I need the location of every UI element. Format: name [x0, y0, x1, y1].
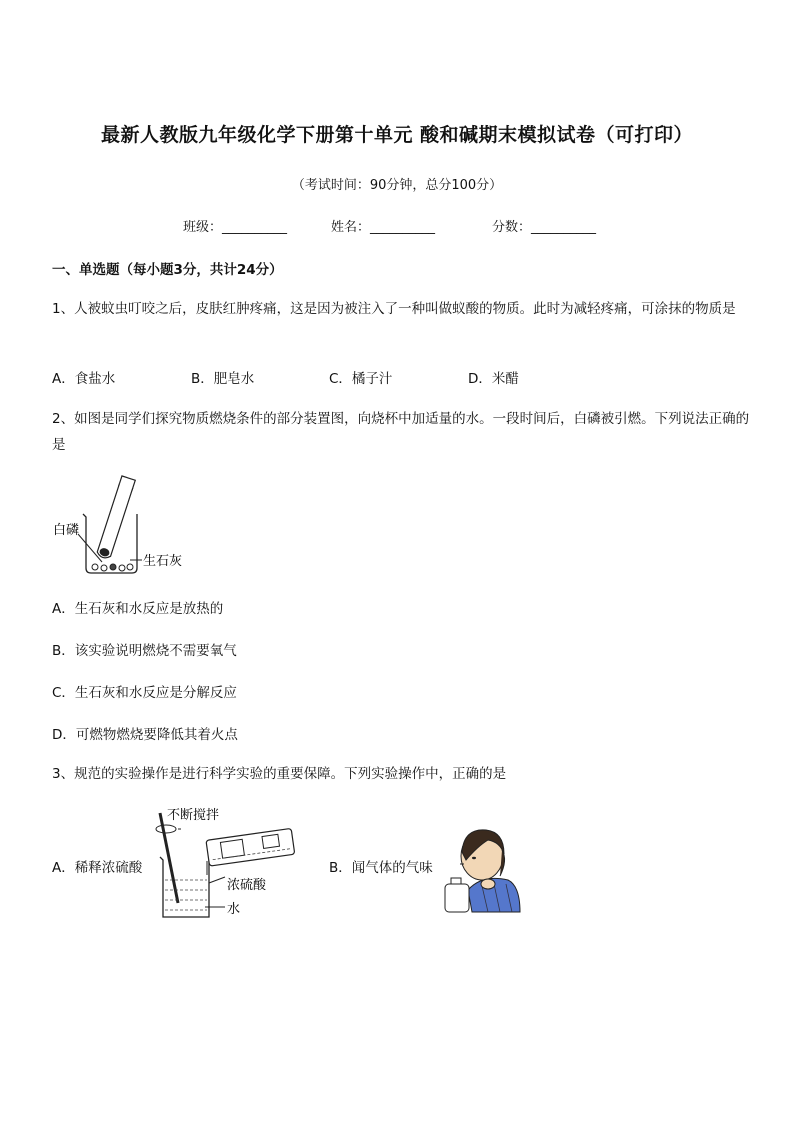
score-field[interactable] [492, 216, 596, 235]
question-3-stem: 3、规范的实验操作是进行科学实验的重要保障。下列实验操作中，正确的是 [52, 766, 507, 782]
acid-label: 浓硫酸 [227, 878, 267, 893]
q3-option-a[interactable]: A．稀释浓硫酸 [52, 860, 143, 876]
phosphorus-label: 白磷 [53, 523, 80, 538]
question-1-stem: 1、人被蚊虫叮咬之后，皮肤红肿疼痛，这是因为被注入了一种叫做蚁酸的物质。此时为减轻疼痛，可涂抹的物质是 [52, 301, 736, 317]
combustion-apparatus-figure [50, 472, 200, 582]
q2-option-d[interactable]: D．可燃物燃烧要降低其着火点 [52, 727, 238, 743]
quicklime-label: 生石灰 [143, 554, 183, 569]
q1-option-c[interactable]: C．橘子汁 [329, 371, 393, 387]
section-heading: 一、单选题（每小题3分，共计24分） [52, 262, 283, 278]
score-blank: __________ [531, 220, 597, 235]
water-label: 水 [227, 902, 241, 917]
page-title: 最新人教版九年级化学下册第十单元 酸和碱期末模拟试卷（可打印） [100, 124, 694, 146]
stir-label: 不断搅拌 [167, 808, 220, 823]
exam-info: （考试时间：90分钟，总分100分） [291, 178, 503, 193]
q2-option-c[interactable]: C．生石灰和水反应是分解反应 [52, 685, 237, 701]
beaker-outline [160, 857, 209, 917]
q2-option-a[interactable]: A．生石灰和水反应是放热的 [52, 601, 224, 617]
name-label: 姓名： [331, 220, 371, 235]
q3-option-b[interactable]: B．闻气体的气味 [329, 860, 433, 876]
class-label: 班级： [183, 220, 223, 235]
gas-bottle [445, 884, 469, 912]
q1-option-a[interactable]: A．食盐水 [52, 371, 116, 387]
name-field[interactable] [331, 216, 435, 235]
acid-bottle [206, 828, 295, 866]
q1-option-b[interactable]: B．肥皂水 [191, 371, 255, 387]
test-tube-outline [96, 484, 133, 560]
name-blank: __________ [370, 220, 436, 235]
dilution-figure [145, 805, 305, 925]
class-blank: __________ [222, 220, 288, 235]
question-2-stem: 2、如图是同学们探究物质燃烧条件的部分装置图，向烧杯中加适量的水。一段时间后，白磷被引燃。下列说法正确的是 [52, 411, 750, 453]
score-label: 分数： [492, 220, 532, 235]
q2-option-b[interactable]: B．该实验说明燃烧不需要氧气 [52, 643, 237, 659]
smelling-gas-figure [442, 820, 524, 914]
class-field[interactable] [183, 216, 287, 235]
q1-option-d[interactable]: D．米醋 [468, 371, 519, 387]
